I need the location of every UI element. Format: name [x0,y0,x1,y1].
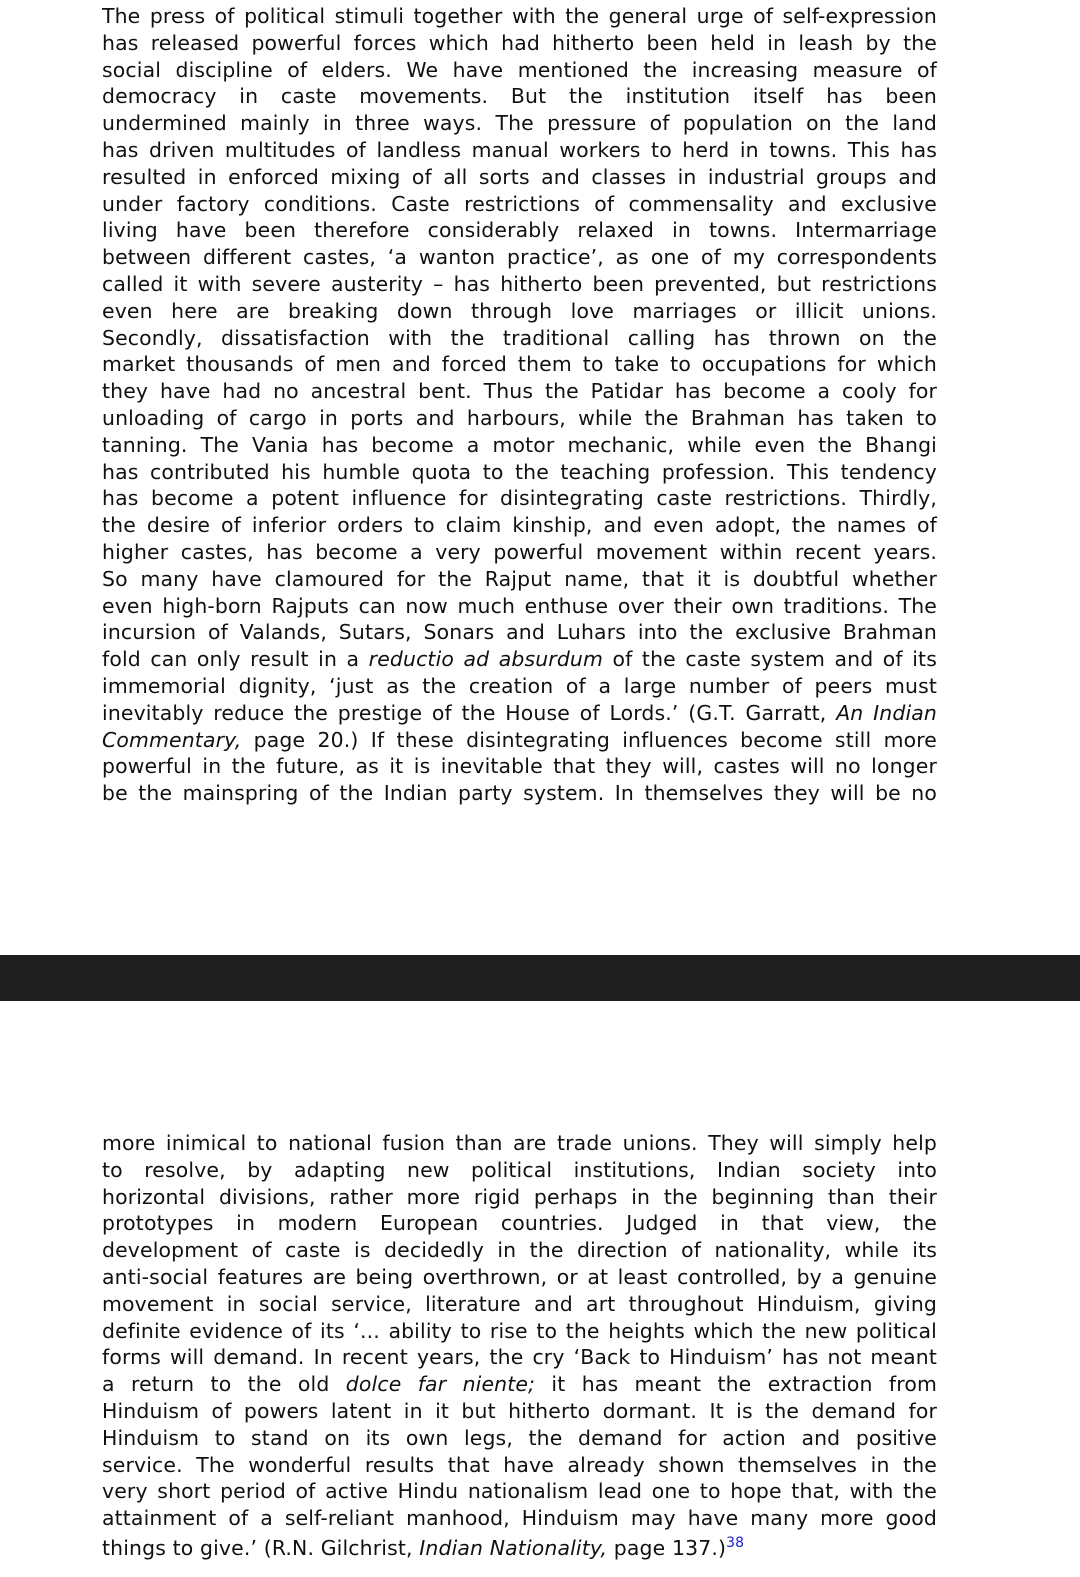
text-line: prototypes in modern European countries. Judged in that view, the [102,1211,937,1236]
text-segment: things to give.’ (R.N. Gilchrist, [102,1535,420,1560]
text-line: development of caste is decidedly in the direction of nationality, while its [102,1238,937,1263]
text-line: So many have clamoured for the Rajput name, that it is doubtful whether [102,566,937,591]
text-line: Secondly, dissatisfaction with the traditional calling has thrown on the [102,325,937,350]
text-line: called it with severe austerity – has hitherto been prevented, but restrictions [102,271,937,296]
italic-phrase: reductio ad absurdum [368,647,604,672]
text-segment: inevitably reduce the prestige of the House of Lords.’ (G.T. Garratt, [102,700,837,725]
text-line: attainment of a self-reliant manhood, Hinduism may have many more good [102,1506,937,1531]
text-line: has driven multitudes of landless manual workers to herd in towns. This has [102,137,937,162]
text-line: movement in social service, literature and art throughout Hinduism, giving [102,1291,937,1316]
text-line: under factory conditions. Caste restrictions of commensality and exclusive [102,191,937,216]
top-paragraph [102,3,937,807]
page-separator-bar [0,955,1080,1001]
text-line: democracy in caste movements. But the institution itself has been [102,84,937,109]
text-line: service. The wonderful results that have already shown themselves in the [102,1452,937,1477]
text-line: powerful in the future, as it is inevitable that they will, castes will no longer [102,754,937,779]
text-line: be the mainspring of the Indian party system. In themselves they will be no [102,781,937,806]
text-line: tanning. The Vania has become a motor mechanic, while even the Bhangi [102,432,937,457]
text-segment: page 20.) If these disintegrating influences become still more [241,727,937,752]
text-line: has released powerful forces which had hitherto been held in leash by the [102,30,937,55]
text-line [102,1371,937,1398]
text-line [102,700,937,727]
text-line: living have been therefore considerably relaxed in towns. Intermarriage [102,218,937,243]
text-line [102,727,937,754]
text-segment: fold can only result in a [102,647,369,672]
text-line: horizontal divisions, rather more rigid perhaps in the beginning than their [102,1184,937,1209]
italic-phrase: dolce far niente; [345,1372,536,1397]
text-line: more inimical to national fusion than are trade unions. They will simply help [102,1131,937,1155]
book-title: Commentary, [102,727,242,752]
text-line: The press of political stimuli together with the general urge of self-expression [102,4,937,28]
text-line: definite evidence of its ‘... ability to rise to the heights which the new political [102,1318,937,1343]
text-line [102,646,937,673]
text-line: has contributed his humble quota to the teaching profession. This tendency [102,459,937,484]
book-title: An Indian [836,700,938,725]
text-line: Hinduism to stand on its own legs, the demand for action and positive [102,1425,937,1450]
text-line: to resolve, by adapting new political institutions, Indian society into [102,1157,937,1182]
bottom-paragraph [102,1130,937,1564]
text-line: between different castes, ‘a wanton practice’, as one of my correspondents [102,245,937,270]
text-line: anti-social features are being overthrown, or at least controlled, by a genuine [102,1264,937,1289]
footnote-link[interactable]: 38 [726,1535,745,1552]
text-line: resulted in enforced mixing of all sorts and classes in industrial groups and [102,164,937,189]
text-line: incursion of Valands, Sutars, Sonars and Luhars into the exclusive Brahman [102,620,937,645]
text-line: undermined mainly in three ways. The pressure of population on the land [102,111,937,136]
text-line: market thousands of men and forced them to take to occupations for which [102,352,937,377]
text-line: very short period of active Hindu nationalism lead one to hope that, with the [102,1479,937,1504]
text-line: forms will demand. In recent years, the cry ‘Back to Hinduism’ has not meant [102,1345,937,1370]
text-line: the desire of inferior orders to claim kinship, and even adopt, the names of [102,513,937,538]
text-line: they have had no ancestral bent. Thus the Patidar has become a cooly for [102,379,937,404]
text-segment: a return to the old [102,1372,346,1397]
text-line: Hinduism of powers latent in it but hitherto dormant. It is the demand for [102,1398,937,1423]
text-line: higher castes, has become a very powerful movement within recent years. [102,539,937,564]
text-line: even here are breaking down through love marriages or illicit unions. [102,298,937,323]
text-line: immemorial dignity, ‘just as the creation of a large number of peers must [102,673,937,698]
text-line: has become a potent influence for disintegrating caste restrictions. Thirdly, [102,486,937,511]
text-line: even high-born Rajputs can now much enthuse over their own traditions. The [102,593,937,618]
text-segment: page 137.) [607,1535,727,1560]
page-bottom [0,1001,1080,1577]
text-line: unloading of cargo in ports and harbours, while the Brahman has taken to [102,405,937,430]
text-line: social discipline of elders. We have mentioned the increasing measure of [102,57,937,82]
text-segment: of the caste system and of its [603,647,937,672]
text-line [102,1532,937,1564]
book-title: Indian Nationality, [419,1535,608,1560]
text-segment: it has meant the extraction from [535,1372,937,1397]
